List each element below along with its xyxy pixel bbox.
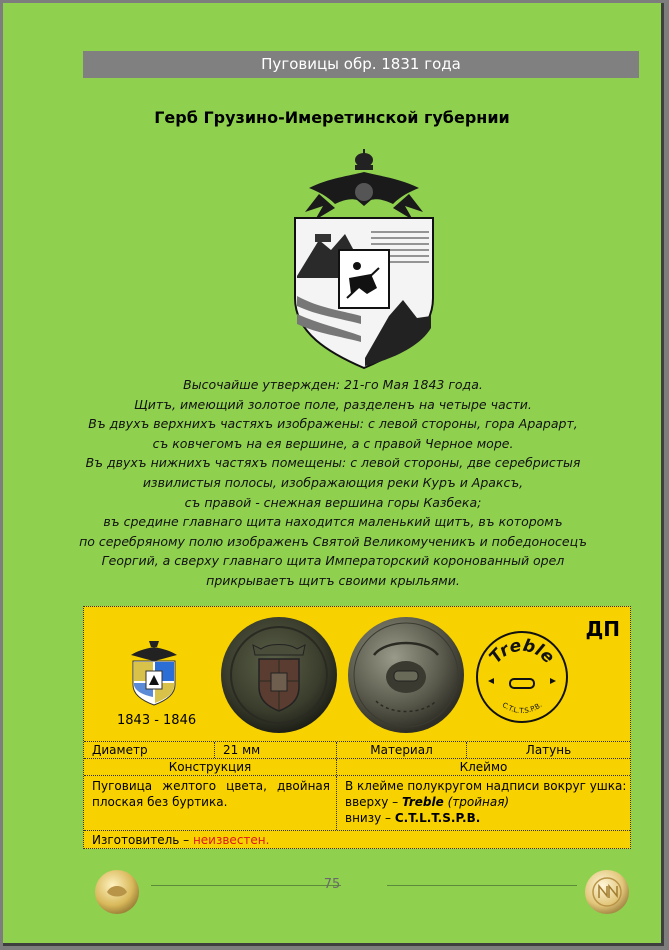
table-row [84, 741, 630, 758]
manufacturer-value: неизвестен. [192, 833, 270, 847]
button-reverse-photo [346, 615, 466, 735]
description-line: извилистыя полосы, изображающия реки Куръ и Араксъ, [142, 474, 524, 490]
table-row [84, 830, 630, 849]
footer-left-button-icon [93, 868, 141, 916]
eagle-icon [305, 172, 423, 220]
construction-label: Конструкция [168, 760, 252, 774]
table-row [84, 775, 630, 830]
mini-coat-of-arms-icon [129, 637, 179, 707]
coat-of-arms-description [63, 375, 603, 591]
description-line: прикрываетъ щитъ своими крыльями. [206, 572, 460, 588]
stamp-bottom-line: внизу – C.T.L.T.S.P.B. [345, 811, 481, 825]
years-label: 1843 - 1846 [117, 713, 197, 728]
stamp-top-translation: (тройная) [447, 795, 510, 809]
page-title: Герб Грузино-Имеретинской губернии [154, 108, 510, 127]
button-card [83, 606, 631, 849]
description-line: съ правой - снежная вершина горы Казбека; [184, 494, 482, 510]
page [3, 3, 664, 946]
stamp-top-word: Treble [401, 795, 444, 809]
diameter-label: Диаметр [92, 743, 148, 757]
description-line: съ ковчегомъ на ея вершине, а с правой Черное море. [152, 435, 514, 451]
page-number: 75 [323, 877, 341, 892]
description-line: Георгий, а сверху главнаго щита Императорский коронованный орел [101, 553, 565, 569]
stamp-bottom-text: C.T.L.T.S.P.B. [500, 700, 544, 716]
construction-text: Пуговица желтого цвета, двойная плоская без буртика. [92, 779, 330, 809]
stamp-drawing [474, 629, 570, 725]
stamp-label: Клеймо [336, 759, 630, 775]
svg-text:C.T.L.T.S.P.B. [501, 701, 544, 715]
footer-right-button-icon [583, 868, 631, 916]
material-value: Латунь [466, 742, 630, 758]
description-line: Въ двухъ нижнихъ частяхъ помещены: с левой стороны, две серебристыя [85, 455, 581, 471]
manufacturer-label: Изготовитель – [92, 833, 193, 847]
coat-of-arms-image [289, 148, 439, 370]
crown-icon [355, 149, 373, 170]
description-line: по серебряному полю изображенъ Святой Великомученикъ и победоносецъ [79, 533, 587, 549]
stamp-top-line: вверху – Treble (тройная) [345, 795, 510, 809]
stamp-bottom-word: C.T.L.T.S.P.B. [394, 811, 481, 825]
description-line: Въ двухъ верхнихъ частяхъ изображены: с левой стороны, гора Арарарт, [88, 416, 578, 432]
stamp-intro-text: В клейме полукругом надписи вокруг ушка: [345, 779, 627, 793]
button-obverse-photo [219, 615, 339, 735]
stamp-top-text: Treble [485, 635, 559, 668]
section-header-title: Пуговицы обр. 1831 года [261, 55, 461, 73]
denomination-code: ДП [585, 617, 620, 641]
description-line: Высочайше утвержден: 21-го Мая 1843 года. [183, 377, 483, 392]
table-row [84, 758, 630, 775]
description-line: въ средине главнаго щита находится маленький щитъ, въ которомъ [103, 514, 563, 530]
stamp-description [336, 776, 630, 830]
diameter-value: 21 мм [214, 742, 336, 758]
description-line: Щитъ, имеющий золотое поле, разделенъ на четыре части. [134, 396, 532, 412]
manufacturer-line [92, 831, 622, 849]
footer-divider [387, 885, 577, 886]
material-label: Материал [336, 742, 466, 758]
section-header [83, 51, 639, 78]
